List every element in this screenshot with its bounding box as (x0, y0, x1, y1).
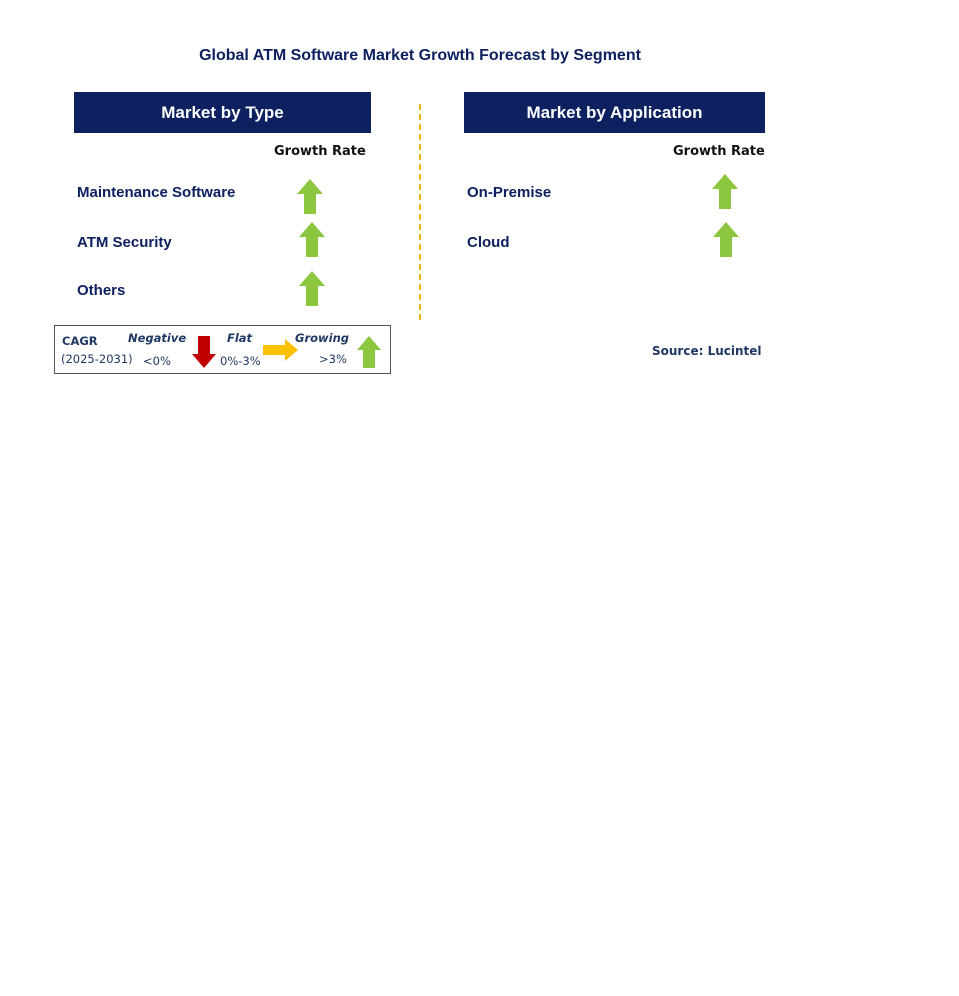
legend-flat-range: 0%-3% (220, 354, 261, 368)
up-arrow-icon (357, 336, 381, 368)
up-arrow-icon (297, 179, 323, 214)
segment-label-on-premise: On-Premise (467, 184, 552, 201)
down-arrow-icon (192, 336, 216, 368)
legend-growing-range: >3% (319, 352, 347, 366)
segment-label-cloud: Cloud (467, 234, 510, 251)
growth-rate-label-application: Growth Rate (673, 144, 765, 159)
source-label: Source: Lucintel (652, 344, 762, 358)
legend-flat-label: Flat (227, 331, 253, 345)
chart-title: Global ATM Software Market Growth Forecast by Segment (199, 47, 641, 64)
growth-rate-label-type: Growth Rate (274, 144, 366, 159)
panel-divider (419, 104, 421, 320)
legend-negative-label: Negative (128, 331, 187, 345)
segment-label-maintenance-software: Maintenance Software (77, 184, 236, 201)
legend-period-label: (2025-2031) (61, 352, 133, 366)
legend-cagr-label: CAGR (62, 334, 98, 348)
segment-label-others: Others (77, 282, 126, 299)
right-arrow-icon (263, 339, 298, 361)
up-arrow-icon (299, 222, 325, 257)
legend-negative-range: <0% (143, 354, 171, 368)
up-arrow-icon (299, 271, 325, 306)
segment-label-atm-security: ATM Security (77, 234, 172, 251)
panel-header-type: Market by Type (74, 92, 371, 133)
legend-growing-label: Growing (295, 331, 349, 345)
up-arrow-icon (712, 174, 738, 209)
up-arrow-icon (713, 222, 739, 257)
cagr-legend (54, 325, 391, 374)
panel-header-application: Market by Application (464, 92, 765, 133)
